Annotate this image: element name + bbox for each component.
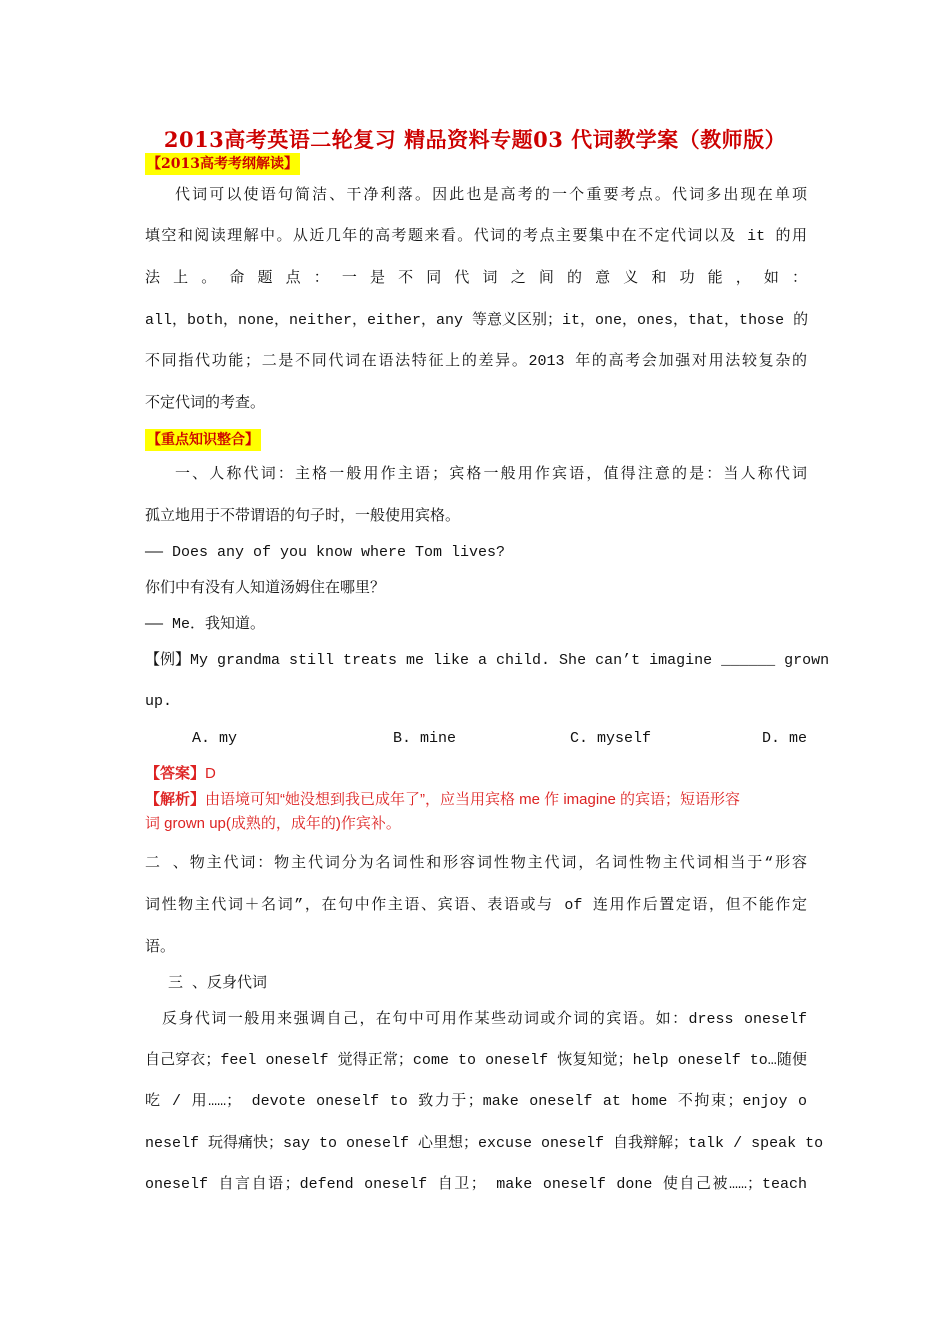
paragraph-line: 词性物主代词＋名词”，在句中作主语、宾语、表语或与 of 连用作后置定语，但不能作定 <box>145 897 807 914</box>
paragraph-line: oneself 自言自语；defend oneself 自卫； make oneself done 使自己被……；teach <box>145 1176 807 1193</box>
paragraph-line: 吃 / 用……； devote oneself to 致力于；make oneself at home 不拘束；enjoy o <box>145 1093 807 1110</box>
paragraph-line: 二 、物主代词：物主代词分为名词性和形容词性物主代词，名词性物主代词相当于“形容 <box>145 855 807 872</box>
paragraph-line: 代词可以使语句简洁、干净利落。因此也是高考的一个重要考点。代词多出现在单项 <box>175 187 807 204</box>
paragraph-line: 填空和阅读理解中。从近几年的高考题来看。代词的考点主要集中在不定代词以及 it 的用 <box>145 228 807 245</box>
answer-row <box>145 763 807 785</box>
option-b: B. mine <box>393 730 457 747</box>
paragraph-line: 一、人称代词：主格一般用作主语；宾格一般用作宾语，值得注意的是：当人称代词 <box>175 466 807 483</box>
paragraph-line: 语。 <box>145 939 176 956</box>
section-heading-reflexive: 三 、反身代词 <box>168 975 268 992</box>
paragraph-line: 反身代词一般用来强调自己，在句中可用作某些动词或介词的宾语。如：dress oneself <box>162 1011 807 1028</box>
dialog-line: 你们中有没有人知道汤姆住在哪里？ <box>145 580 386 597</box>
paragraph-line: 不定代词的考查。 <box>145 395 266 412</box>
section-tag-key-knowledge: 【重点知识整合】 <box>145 429 261 451</box>
paragraph-line: neself 玩得痛快；say to oneself 心里想；excuse oneself 自我辩解；talk / speak to <box>145 1135 824 1152</box>
section-tag-exam-outline: 【2013高考考纲解读】 <box>145 153 300 175</box>
option-c: C. myself <box>570 730 652 747</box>
dialog-line: —— Me．我知道。 <box>145 616 266 633</box>
analysis-text: 由语境可知“她没想到我已成年了”，应当用宾格 me 作 imagine 的宾语；短语形容 <box>205 791 741 808</box>
example-question: 【例】My grandma still treats me like a child. She can’t imagine ______ grown <box>145 652 830 669</box>
document-title: 2013高考英语二轮复习 精品资料专题03 代词教学案（教师版） <box>163 127 787 152</box>
paragraph-line: 不同指代功能；二是不同代词在语法特征上的差异。2013 年的高考会加强对用法较复杂的 <box>145 353 807 370</box>
answer-label: 【答案】 <box>145 765 206 782</box>
paragraph-line: 自己穿衣；feel oneself 觉得正常；come to oneself 恢复知觉；help oneself to…随便 <box>145 1052 807 1069</box>
analysis-label: 【解析】 <box>145 791 206 808</box>
analysis-row <box>145 789 807 811</box>
option-a: A. my <box>192 730 238 747</box>
paragraph-line: 法 上 。 命 题 点 ： 一 是 不 同 代 词 之 间 的 意 义 和 功 能 ， 如 ： <box>145 270 807 287</box>
paragraph-line: 孤立地用于不带谓语的句子时，一般使用宾格。 <box>145 508 461 525</box>
option-d: D. me <box>762 730 808 747</box>
example-question-cont: up. <box>145 693 173 710</box>
dialog-line: —— Does any of you know where Tom lives? <box>145 544 506 561</box>
paragraph-line: all，both，none，neither，either，any 等意义区别；it，one，ones，that，those 的 <box>145 312 809 329</box>
analysis-text-cont: 词 grown up(成熟的，成年的)作宾补。 <box>145 815 401 832</box>
answer-value: D <box>205 765 216 782</box>
